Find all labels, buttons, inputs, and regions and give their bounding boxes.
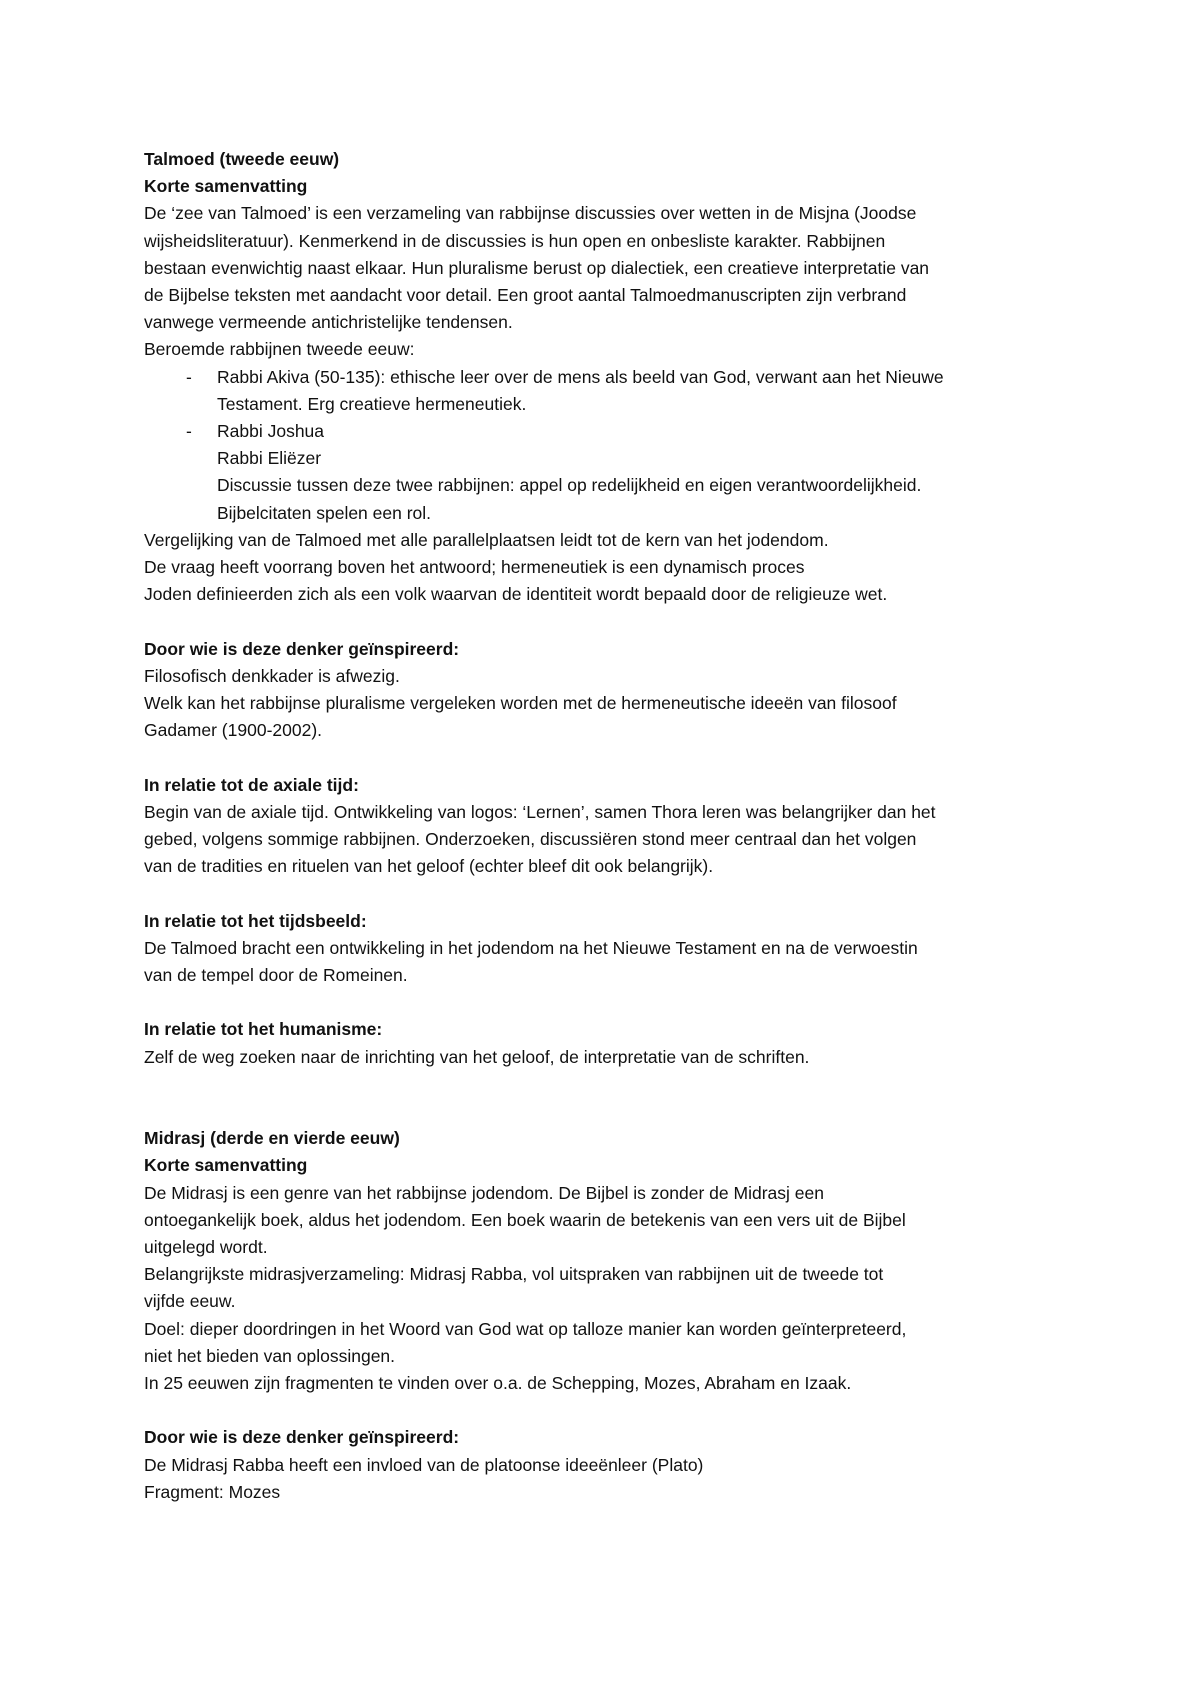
bullet-line: Rabbi Eliëzer [217,448,322,469]
body-line: Fragment: Mozes [144,1481,281,1502]
body-line: van de tradities en rituelen van het geloof (echter bleef dit ook belangrijk). [144,856,714,877]
axial-heading: In relatie tot de axiale tijd: [144,774,359,795]
summary-line: bestaan evenwichtig naast elkaar. Hun pluralisme berust op dialectiek, een creatieve interpretatie van [144,257,930,278]
inspired-heading: Door wie is deze denker geïnspireerd: [144,638,460,659]
body-line: De vraag heeft voorrang boven het antwoord; hermeneutiek is een dynamisch proces [144,557,805,578]
bullet-dash: - [186,421,192,442]
summary-line: De Midrasj is een genre van het rabbijnse jodendom. De Bijbel is zonder de Midrasj een [144,1182,824,1203]
body-line: Welk kan het rabbijnse pluralisme vergeleken worden met de hermeneutische ideeën van filosoof [144,693,897,714]
body-line: De Talmoed bracht een ontwikkeling in het jodendom na het Nieuwe Testament en na de verwoestin [144,937,918,958]
section-title-talmoed: Talmoed (tweede eeuw) [144,149,340,169]
body-line: Joden definieerden zich als een volk waarvan de identiteit wordt bepaald door de religieuze wet. [144,584,888,605]
rabbis-intro: Beroemde rabbijnen tweede eeuw: [144,339,415,360]
era-heading: In relatie tot het tijdsbeeld: [144,910,367,931]
summary-line: De ‘zee van Talmoed’ is een verzameling van rabbijnse discussies over wetten in de Misjna (Joodse [144,203,917,224]
body-line: Vergelijking van de Talmoed met alle parallelplaatsen leidt tot de kern van het jodendom. [144,529,829,550]
summary-line: ontoegankelijk boek, aldus het jodendom. Een boek waarin de betekenis van een vers uit de Bijbel [144,1209,906,1230]
summary-heading: Korte samenvatting [144,176,308,197]
summary-line: uitgelegd wordt. [144,1237,268,1258]
summary-line: vanwege vermeende antichristelijke tendensen. [144,312,513,333]
spacer [144,1397,1064,1424]
bullet-item-akiva [144,364,1064,418]
bullet-line: Bijbelcitaten spelen een rol. [217,502,432,523]
bullet-line: Rabbi Akiva (50-135): ethische leer over de mens als beeld van God, verwant aan het Nieuwe [217,366,944,387]
spacer [144,989,1064,1016]
bullet-line: Discussie tussen deze twee rabbijnen: appel op redelijkheid en eigen verantwoordelijkheid. [217,475,922,496]
summary-line: vijfde eeuw. [144,1291,236,1312]
body-line: Zelf de weg zoeken naar de inrichting van het geloof, de interpretatie van de schriften. [144,1046,810,1067]
section-title-midrasj: Midrasj (derde en vierde eeuw) [144,1128,400,1149]
inspired-heading: Door wie is deze denker geïnspireerd: [144,1427,460,1448]
spacer [144,880,1064,907]
body-line: gebed, volgens sommige rabbijnen. Onderzoeken, discussiëren stond meer centraal dan het volgen [144,829,917,850]
summary-line: de Bijbelse teksten met aandacht voor detail. Een groot aantal Talmoedmanuscripten zijn verbrand [144,285,907,306]
bullet-line: Testament. Erg creatieve hermeneutiek. [217,393,527,414]
body-line: Begin van de axiale tijd. Ontwikkeling van logos: ‘Lernen’, samen Thora leren was belangrijker dan het [144,801,936,822]
summary-line: Belangrijkste midrasjverzameling: Midrasj Rabba, vol uitspraken van rabbijnen uit de tweede tot [144,1264,884,1285]
summary-line: niet het bieden van oplossingen. [144,1345,396,1366]
body-line: van de tempel door de Romeinen. [144,965,408,986]
summary-line: Doel: dieper doordringen in het Woord van God wat op talloze manier kan worden geïnterpreteerd, [144,1318,907,1339]
bullet-dash: - [186,366,192,387]
body-line: Gadamer (1900-2002). [144,720,323,741]
spacer [144,1071,1064,1125]
spacer [144,744,1064,771]
summary-heading: Korte samenvatting [144,1155,308,1176]
humanism-heading: In relatie tot het humanisme: [144,1019,383,1040]
summary-line: In 25 eeuwen zijn fragmenten te vinden over o.a. de Schepping, Mozes, Abraham en Izaak. [144,1373,852,1394]
summary-line: wijsheidsliteratuur). Kenmerkend in de discussies is hun open en onbesliste karakter. Rabbijnen [144,230,886,251]
body-line: Filosofisch denkkader is afwezig. [144,665,400,686]
body-line: De Midrasj Rabba heeft een invloed van de platoonse ideeënleer (Plato) [144,1454,704,1475]
bullet-line: Rabbi Joshua [217,421,325,442]
document-content [144,146,1064,1506]
spacer [144,608,1064,635]
bullet-item-joshua-eliezer [144,418,1064,527]
